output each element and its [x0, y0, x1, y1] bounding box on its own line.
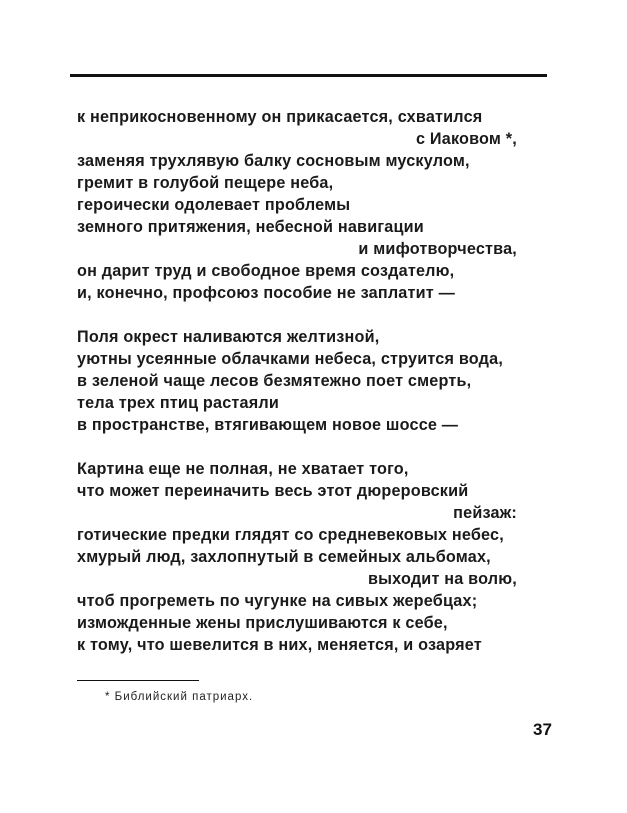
poem-line: что может переиначить весь этот дюреровский: [77, 482, 469, 500]
poem-line: Поля окрест наливаются желтизной,: [77, 328, 380, 346]
poem-line: он дарит труд и свободное время создателю,: [77, 262, 455, 280]
stanza-1: [77, 106, 517, 304]
stanza-2: [77, 326, 517, 436]
poem-line: Картина еще не полная, не хватает того,: [77, 460, 409, 478]
poem-line: гремит в голубой пещере неба,: [77, 174, 334, 192]
poem-line: к тому, что шевелится в них, меняется, и озаряет: [77, 636, 482, 654]
poem-line: к неприкосновенному он прикасается, схватился: [77, 108, 483, 126]
poem-line: пейзаж:: [453, 504, 517, 522]
stanza-3: [77, 458, 517, 656]
poem-line: в пространстве, втягивающем новое шоссе —: [77, 416, 459, 434]
poem-line: хмурый люд, захлопнутый в семейных альбомах,: [77, 548, 491, 566]
poem-line: и мифотворчества,: [358, 240, 517, 258]
poem-line: готические предки глядят со средневековых небес,: [77, 526, 504, 544]
poem-line: тела трех птиц растаяли: [77, 394, 280, 412]
page-number: 37: [533, 720, 552, 739]
poem-line: чтоб прогреметь по чугунке на сивых жеребцах;: [77, 592, 478, 610]
poem-text: [77, 106, 517, 656]
poem-line: изможденные жены прислушиваются к себе,: [77, 614, 448, 632]
poem-line: уютны усеянные облачками небеса, струится вода,: [77, 350, 504, 368]
stanza-gap: [77, 304, 517, 326]
footnote-rule: [77, 680, 199, 681]
footnote: * Библийский патриарх.: [105, 691, 254, 703]
poem-line: земного притяжения, небесной навигации: [77, 218, 424, 236]
poem-line: героически одолевает проблемы: [77, 196, 351, 214]
poem-line: и, конечно, профсоюз пособие не заплатит —: [77, 284, 455, 302]
poem-line: выходит на волю,: [367, 570, 517, 588]
poem-line: заменяя трухлявую балку сосновым мускулом,: [77, 152, 470, 170]
header-rule: [70, 74, 547, 77]
stanza-gap: [77, 436, 517, 458]
poem-line: в зеленой чаще лесов безмятежно поет смерть,: [77, 372, 472, 390]
poem-line: с Иаковом *,: [416, 130, 517, 148]
